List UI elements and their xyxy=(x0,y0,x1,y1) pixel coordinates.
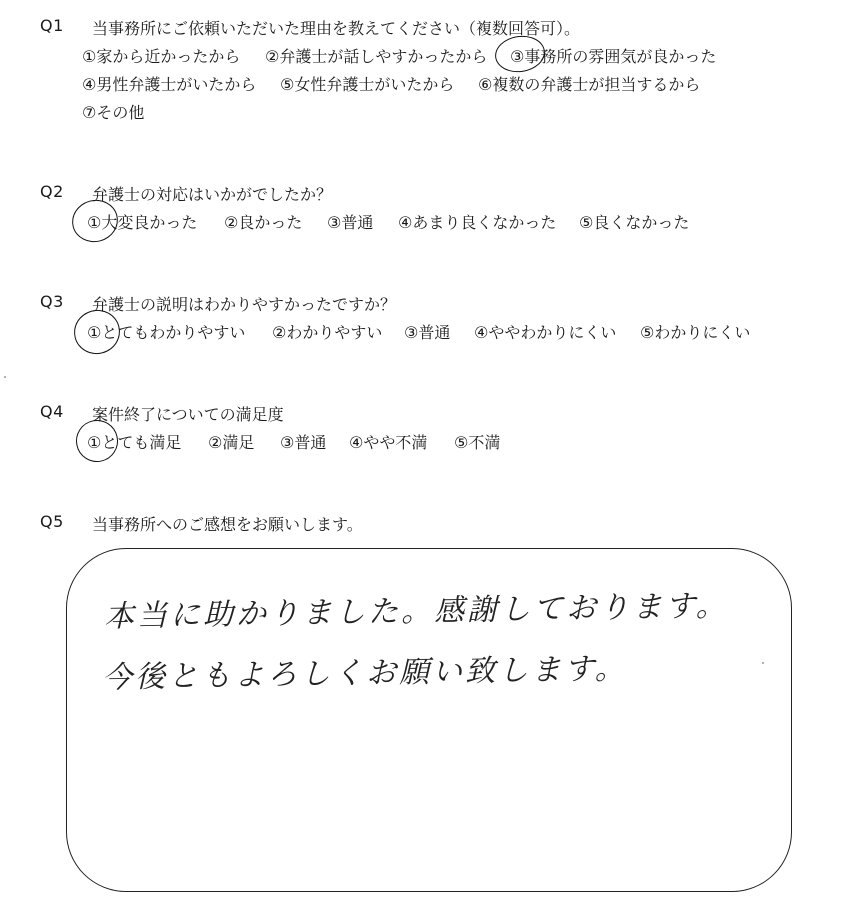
option[interactable]: ⑤不満 xyxy=(454,433,501,452)
question-text: 当事務所へのご感想をお願いします。 xyxy=(92,515,363,534)
option[interactable]: ②弁護士が話しやすかったから xyxy=(265,47,488,66)
handwritten-answer-line: 本当に助かりました。感謝しております。 xyxy=(103,588,729,635)
option-selected[interactable]: ①とてもわかりやすい xyxy=(87,323,246,342)
option-selected[interactable]: ①大変良かった xyxy=(87,213,198,232)
question-number: Q3 xyxy=(40,292,64,311)
question-number: Q5 xyxy=(40,512,64,531)
question-text: 案件終了についての満足度 xyxy=(92,405,284,424)
option[interactable]: ④やや不満 xyxy=(349,433,428,452)
option[interactable]: ③普通 xyxy=(404,323,451,342)
option[interactable]: ⑤良くなかった xyxy=(579,213,690,232)
option[interactable]: ④あまり良くなかった xyxy=(398,213,557,232)
option-selected[interactable]: ①とても満足 xyxy=(87,433,182,452)
option[interactable]: ②わかりやすい xyxy=(272,323,383,342)
option[interactable]: ④ややわかりにくい xyxy=(474,323,617,342)
option[interactable]: ①家から近かったから xyxy=(82,47,241,66)
option[interactable]: ②良かった xyxy=(224,213,303,232)
scan-speck xyxy=(762,662,764,664)
question-text: 弁護士の説明はわかりやすかったですか？ xyxy=(92,295,397,314)
scan-speck xyxy=(4,376,6,378)
option[interactable]: ⑦その他 xyxy=(82,103,145,122)
option[interactable]: ④男性弁護士がいたから xyxy=(82,75,257,94)
handwritten-answer-line: 今後ともよろしくお願い致します。 xyxy=(101,651,628,696)
option[interactable]: ③普通 xyxy=(327,213,374,232)
question-number: Q1 xyxy=(40,16,64,35)
question-number: Q2 xyxy=(40,182,64,201)
question-text: 当事務所にご依頼いただいた理由を教えてください（複数回答可）。 xyxy=(92,19,581,38)
option[interactable]: ⑤わかりにくい xyxy=(640,323,751,342)
option[interactable]: ⑤女性弁護士がいたから xyxy=(280,75,455,94)
option[interactable]: ②満足 xyxy=(208,433,255,452)
option-selected[interactable]: ③事務所の雰囲気が良かった xyxy=(510,47,717,66)
option[interactable]: ⑥複数の弁護士が担当するから xyxy=(478,75,701,94)
question-text: 弁護士の対応はいかがでしたか？ xyxy=(92,185,333,204)
option[interactable]: ③普通 xyxy=(280,433,327,452)
question-number: Q4 xyxy=(40,402,64,421)
